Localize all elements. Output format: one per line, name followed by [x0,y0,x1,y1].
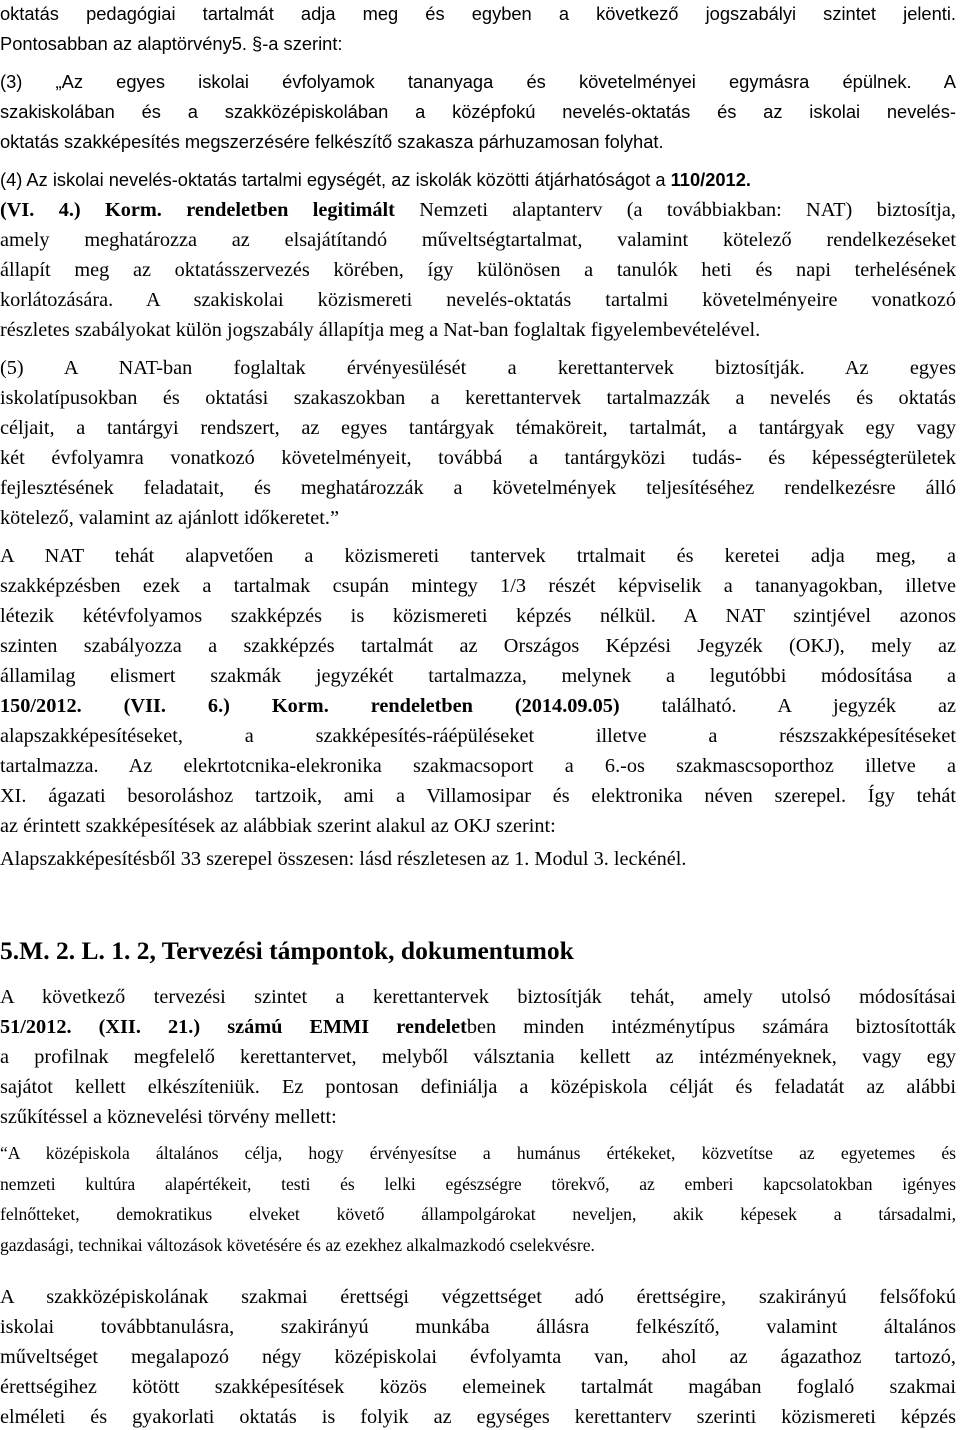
text-line: A szakközépiskolának szakmai érettségi végzettséget adó érettségire, szakirányú felsőfokú [0,1286,956,1308]
vocational-school-paragraph [0,1282,956,1430]
text-line: sajátot kellett elkészíteniük. Ez pontosan definiálja a középiskola célját és feladatát az alábbi [0,1076,956,1098]
text-run: (4) Az iskolai nevelés-oktatás tartalmi egységét, az iskolák közötti átjárhatóságot a [0,169,671,190]
law-quote-paragraph-4-body [0,195,956,345]
text-line: szakiskolában és a szakközépiskolában a középfokú nevelés-oktatás és az iskolai nevelés- [0,101,956,122]
text-line: szűkítéssel a köznevelési törvény mellett: [0,1106,337,1128]
text-line: állapít meg az oktatásszervezés körében, így különösen a tanulók heti és napi terhelésének [0,259,956,281]
text-run: található. A jegyzék az [619,695,956,717]
bold-reference: 51/2012. (XII. 21.) számú EMMI rendelet [0,1016,467,1038]
text-run: Nemzeti alaptanterv (a továbbiakban: NAT) biztosítja, [394,199,956,221]
law-quote-paragraph-3 [0,67,956,157]
text-line: (3) „Az egyes iskolai évfolyamok tananyaga és követelményei egymásra épülnek. A [0,71,956,92]
text-line: Pontosabban az alaptörvény5. §-a szerint: [0,33,343,54]
text-line: érettségihez kötött szakképesítések közös elemeinek tartalmát magában foglaló szakmai [0,1376,956,1398]
text-line: műveltséget megalapozó négy középiskolai évfolyamta van, ahol az ágazathoz tartozó, [0,1346,956,1368]
text-line: A NAT tehát alapvetően a közismereti tantervek trtalmait és keretei adja meg, a [0,545,956,567]
section-title: 5.M. 2. L. 1. 2, Tervezési támpontok, dokumentumok [0,936,574,965]
text-line: nemzeti kultúra alapértékeit, testi és lelki egészségre törekvő, az emberi kapcsolatokban igényes [0,1173,956,1194]
text-line: oktatás pedagógiai tartalmát adja meg és egyben a következő jogszabályi szintet jelenti. [0,3,956,24]
text-line: létezik kétévfolyamos szakképzés is közismereti képzés nélkül. A NAT szintjével azonos [0,605,956,627]
text-line: XI. ágazati besoroláshoz tartzoik, ami a Villamosipar és elektronika néven szerepel. Így tehát [0,785,956,807]
intro-paragraph [0,0,956,59]
text-line: korlátozására. A szakiskolai közismereti nevelés-oktatás tartalmi követelményeire vonatkozó [0,289,956,311]
text-line: fejlesztésének feladatait, és meghatározzák a követelmények teljesítéséhez rendelkezésre álló [0,477,956,499]
text-line: “A középiskola általános célja, hogy érvényesítse a humánus értékeket, közvetítse az egyetemes és [0,1143,956,1163]
text-line: szinten szabályozza a szakképzés tartalmát az Országos Képzési Jegyzék (OKJ), mely az [0,635,956,657]
text-line [0,1012,956,1042]
text-line [0,691,956,721]
text-line: amely meghatározza az elsajátítandó műveltségtartalmat, valamint kötelező rendelkezéseket [0,229,956,251]
text-line: iskolatípusokban és oktatási szakaszokban a kerettantervek tartalmazzák a nevelés és oktatás [0,387,956,409]
text-line: felnőtteket, demokratikus elveket követő állampolgárokat neveljen, akik képesek a társadalmi, [0,1204,956,1224]
text-line: oktatás szakképesítés megszerzésére felkészítő szakasza párhuzamosan folyhat. [0,131,664,152]
qualification-count-paragraph [0,844,956,874]
law-quote-paragraph-5 [0,353,956,533]
text-line: kötelező, valamint az ajánlott időkeretet.” [0,507,339,529]
text-line: két évfolyamra vonatkozó követelményeit, továbbá a tantárgyközi tudás- és képességterületek [0,447,956,469]
text-line: részletes szabályokat külön jogszabály állapítja meg a Nat-ban foglaltak figyelembevételével. [0,319,761,341]
bold-reference: 150/2012. (VII. 6.) Korm. rendeletben (2014.09.05) [0,695,620,717]
text-line: a profilnak megfelelő kerettantervet, melyből válsztania kellett az intézményeknek, vagy egy [0,1046,956,1068]
text-line [0,195,956,225]
text-line: alapszakképesítéseket, a szakképesítés-ráépüléseket illetve a részszakképesítéseket [0,725,956,747]
text-line: Alapszakképesítésből 33 szerepel összesen: lásd részletesen az 1. Modul 3. leckénél. [0,848,687,870]
text-line: államilag elismert szakmák jegyzékét tartalmazza, melynek a legutóbbi módosítása a [0,665,956,687]
text-line [0,165,956,195]
bold-reference: (VI. 4.) Korm. rendeletben legitimált [0,199,395,221]
bold-reference: 110/2012. [670,169,751,190]
text-line: (5) A NAT-ban foglaltak érvényesülését a kerettantervek biztosítják. Az egyes [0,357,956,379]
text-line: elméleti és gyakorlati oktatás is folyik az egységes kerettanterv szerinti közismereti képzés [0,1406,956,1428]
text-run: ben minden intézménytípus számára biztosították [466,1016,956,1038]
section-heading [0,934,956,968]
text-line: A következő tervezési szintet a kerettantervek biztosítják tehát, amely utolsó módosításai [0,986,956,1008]
law-quote-paragraph-4 [0,165,956,195]
text-line: iskolai továbbtanulásra, szakirányú munkába állásra felkészítő, valamint általános [0,1316,956,1338]
text-line: tartalmazza. Az elekrtotcnika-elekronika szakmacsoport a 6.-os szakmascsoporthoz illetve a [0,755,956,777]
block-quote [0,1138,956,1260]
framework-paragraph [0,982,956,1132]
text-line: szakképzésben ezek a tartalmak csupán mintegy 1/3 részét képviselik a tananyagokban, illetve [0,575,956,597]
text-line: céljait, a tantárgyi rendszert, az egyes tantárgyak témaköreit, tartalmát, a tantárgyak egy vagy [0,417,956,439]
text-line: az érintett szakképesítések az alábbiak szerint alakul az OKJ szerint: [0,815,556,837]
nat-paragraph [0,541,956,841]
text-line: gazdasági, technikai változások követésére és az ezekhez alkalmazkodó cselekvésre. [0,1234,595,1255]
